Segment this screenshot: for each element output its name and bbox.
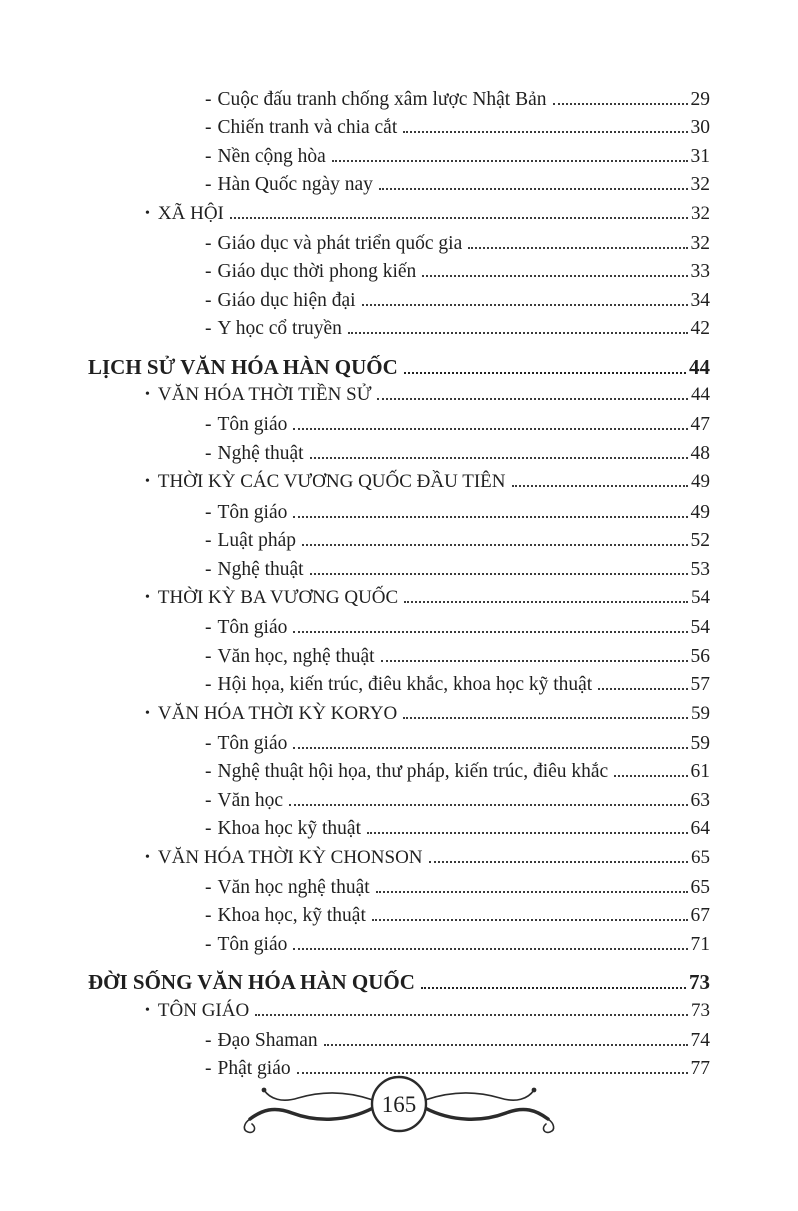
toc-entry-marker: - [205,261,212,283]
dot-leader [293,516,687,518]
toc-entry-page: 44 [691,384,710,406]
toc-entry-label: Luật pháp [217,530,297,552]
dot-leader [289,804,687,806]
dot-leader [404,601,688,603]
dot-leader [376,891,688,893]
toc-entry-page: 59 [690,732,710,754]
dot-leader [362,304,688,306]
toc-entry-label: Văn học, nghệ thuật [217,645,375,667]
toc-entry [205,931,710,959]
toc-entry-marker: - [205,789,212,811]
toc-entry-marker: - [205,233,212,255]
toc-entry-label: Giáo dục và phát triển quốc gia [217,233,463,255]
dot-leader [553,103,688,105]
toc-entry [205,440,710,468]
toc-entry-page: 32 [690,233,710,255]
toc-entry-label: Chiến tranh và chia cắt [217,117,398,139]
footer-flourish-ornament [234,1066,564,1146]
toc-entry-page: 52 [690,530,710,552]
toc-entry-marker: - [205,145,212,167]
toc-entry-marker: - [205,530,212,552]
toc-entry-page: 73 [689,970,710,995]
dot-leader [324,1044,688,1046]
toc-entry-label: THỜI KỲ CÁC VƯƠNG QUỐC ĐẦU TIÊN [157,471,506,493]
toc-entry-marker: - [205,414,212,436]
toc-entry-label: Giáo dục thời phong kiến [217,261,417,283]
toc-entry-label: Tôn giáo [217,501,288,523]
toc-entry-page: 44 [689,354,710,379]
toc-entry-marker: - [205,174,212,196]
toc-entry [205,671,710,699]
toc-entry-page: 53 [690,558,710,580]
toc-entry-marker: - [205,1030,212,1051]
toc-entry-label: Phật giáo [217,1058,291,1080]
dot-leader [293,948,687,950]
toc-entry-label: TÔN GIÁO [157,999,250,1021]
dot-leader [332,160,688,162]
toc-entry [145,381,710,411]
dot-leader [372,919,688,921]
dot-leader [293,631,687,633]
toc-entry-marker: - [205,617,212,639]
dot-leader [422,275,687,277]
toc-entry-label: Tôn giáo [217,617,288,639]
dot-leader [598,688,687,690]
toc-entry-page: 31 [690,145,710,167]
toc-entry [205,874,710,902]
toc-entry-page: 67 [690,905,710,927]
toc-entry-label: VĂN HÓA THỜI KỲ CHONSON [157,846,423,868]
dot-leader [379,188,688,190]
toc-entry-marker: • [145,1002,150,1018]
toc-entry-marker: - [205,558,212,580]
page-footer [0,1066,798,1146]
dot-leader [377,398,688,400]
toc-entry [145,200,710,230]
toc-entry [205,643,710,671]
toc-entry-marker: - [205,905,212,927]
toc-entry [205,143,710,171]
toc-entry-marker: - [205,732,212,754]
toc-entry-marker: • [145,387,150,403]
footer-page-number: 165 [381,1092,417,1117]
toc-entry [205,287,710,315]
toc-entry-label: VĂN HÓA THỜI TIỀN SỬ [157,384,372,406]
toc-entry [205,902,710,930]
toc-entry-label: Giáo dục hiện đại [217,289,356,311]
toc-entry [88,968,710,996]
dot-leader [381,660,688,662]
toc-entry-label: Tôn giáo [217,414,288,436]
toc-entry-page: 61 [690,761,710,783]
dot-leader [293,747,687,749]
toc-entry [145,468,710,498]
toc-entry-page: 49 [691,471,710,493]
toc-entry-label: Cuộc đấu tranh chống xâm lược Nhật Bản [217,89,547,110]
toc-entry-marker: • [145,589,150,605]
toc-entry-page: 63 [690,789,710,811]
toc-entry-page: 29 [690,89,710,110]
toc-entry [205,411,710,439]
toc-entry-label: Nghệ thuật [217,558,304,580]
toc-entry-label: Nghệ thuật hội họa, thư pháp, kiến trúc, điêu khắc [217,761,609,783]
toc-entry [145,700,710,730]
toc-entry-marker: - [205,1058,212,1080]
toc-entry [205,730,710,758]
toc-entry [205,499,710,527]
toc-entry-page: 74 [690,1030,710,1051]
dot-leader [367,832,687,834]
toc-entry [145,844,710,874]
dot-leader [403,717,688,719]
toc-entry-label: Khoa học, kỹ thuật [217,905,366,927]
toc-entry-page: 65 [691,846,710,868]
toc-entry [205,230,710,258]
toc-entry-marker: • [145,205,150,221]
toc-entry-marker: - [205,442,212,464]
toc-entry-label: Khoa học kỹ thuật [217,818,362,840]
toc-entry-label: THỜI KỲ BA VƯƠNG QUỐC [157,586,399,608]
toc-entry [205,787,710,815]
toc-entry-label: Hàn Quốc ngày nay [217,174,373,196]
toc-entry-page: 48 [690,442,710,464]
toc-entry [145,584,710,614]
toc-entry-label: VĂN HÓA THỜI KỲ KORYO [157,702,398,724]
toc-entry-page: 56 [690,645,710,667]
toc-entry-label: Tôn giáo [217,933,288,955]
toc-entry-page: 32 [690,174,710,196]
toc-entry-label: Tôn giáo [217,732,288,754]
toc-entry-label: Văn học nghệ thuật [217,876,370,898]
toc-entry-page: 34 [690,289,710,311]
dot-leader [310,457,688,459]
toc-entry [145,997,710,1027]
toc-entry-marker: - [205,674,212,696]
toc-entry-marker: • [145,849,150,865]
toc-entry-page: 30 [690,117,710,139]
toc-entry-page: 49 [690,501,710,523]
dot-leader [468,247,687,249]
dot-leader [348,332,688,334]
toc-entry-marker: - [205,289,212,311]
dot-leader [421,987,686,989]
toc-entry-label: Văn học [217,789,284,811]
toc-entry-marker: - [205,761,212,783]
toc-entry [205,86,710,114]
toc-entry-page: 77 [690,1058,710,1080]
toc-entry-label: Y học cổ truyền [217,318,342,340]
dot-leader [255,1014,688,1016]
dot-leader [293,428,687,430]
toc-entry-label: XÃ HỘI [157,202,224,224]
toc-entry-label: ĐỜI SỐNG VĂN HÓA HÀN QUỐC [88,970,415,995]
toc-entry-marker: - [205,818,212,840]
toc-entry-page: 54 [691,586,710,608]
toc-entry-marker: - [205,933,212,955]
toc-entry-label: Đạo Shaman [217,1030,318,1051]
toc-entry-page: 54 [690,617,710,639]
toc-entry-marker: - [205,645,212,667]
toc-entry-page: 73 [691,999,710,1021]
toc-entry-page: 42 [690,318,710,340]
toc-entry-page: 71 [690,933,710,955]
dot-leader [614,775,687,777]
toc-entry-label: Nghệ thuật [217,442,304,464]
toc-entry [205,815,710,843]
toc-entry-marker: - [205,876,212,898]
dot-leader [404,372,686,374]
toc-entry-page: 57 [690,674,710,696]
toc-entry [205,114,710,142]
dot-leader [302,544,687,546]
toc-entry-marker: - [205,89,212,110]
dot-leader [310,573,688,575]
dot-leader [429,861,688,863]
dot-leader [403,131,687,133]
toc-entry-marker: - [205,501,212,523]
toc-entry [205,1027,710,1055]
toc-entry-page: 64 [690,818,710,840]
toc-entry-page: 47 [690,414,710,436]
toc-entry [205,527,710,555]
toc-entry [205,556,710,584]
toc-entry-marker: - [205,117,212,139]
toc-entry [205,614,710,642]
toc-entry-label: Nền cộng hòa [217,145,326,167]
toc-entry-page: 33 [690,261,710,283]
toc-entry-marker: - [205,318,212,340]
toc-entry-page: 59 [691,702,710,724]
toc-entry-marker: • [145,474,150,490]
toc-entry-page: 65 [690,876,710,898]
dot-leader [230,217,688,219]
toc-entry-label: LỊCH SỬ VĂN HÓA HÀN QUỐC [88,354,398,379]
toc-entry-marker: • [145,705,150,721]
toc-entry [205,258,710,286]
toc-entry [88,353,710,381]
toc-entry [205,315,710,343]
toc-entry-label: Hội họa, kiến trúc, điêu khắc, khoa học kỹ thuật [217,674,593,696]
toc-entry-page: 32 [691,202,710,224]
dot-leader [512,485,689,487]
toc-entry [205,171,710,199]
toc-entry [205,758,710,786]
